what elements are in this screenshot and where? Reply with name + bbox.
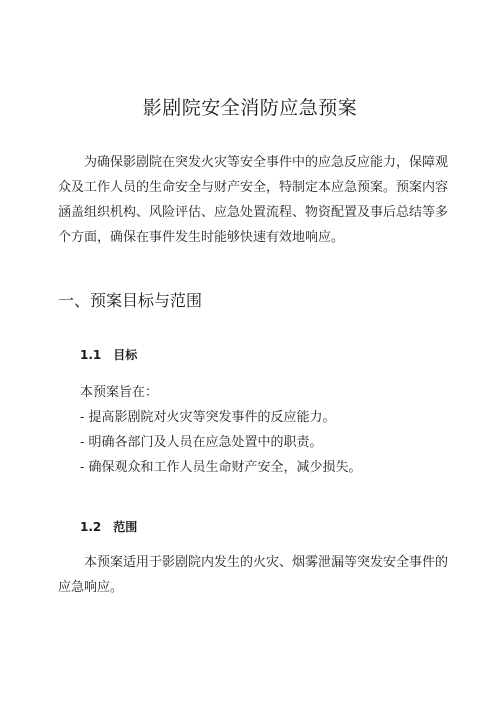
document-title: 影剧院安全消防应急预案	[142, 97, 358, 119]
subsection-heading-goal	[80, 346, 137, 363]
goal-lead: 本预案旨在：	[80, 385, 159, 400]
intro-paragraph: 为确保影剧院在突发火灾等安全事件中的应急反应能力，保障观众及工作人员的生命安全与财产安全，特制定本应急预案。预案内容涵盖组织机构、风险评估、应急处置流程、物资配置及事后总结等多个方面，确保在事件发生时能够快速有效地响应。	[58, 155, 449, 245]
list-item: - 明确各部门及人员在应急处置中的职责。	[80, 435, 323, 450]
subsection-number: 1.2	[80, 520, 102, 534]
subsection-number: 1.1	[80, 348, 102, 362]
scope-paragraph: 本预案适用于影剧院内发生的火灾、烟雾泄漏等突发安全事件的应急响应。	[58, 555, 449, 595]
subsection-title: 范围	[113, 520, 138, 534]
list-item: - 提高影剧院对火灾等突发事件的反应能力。	[80, 410, 336, 425]
subsection-title: 目标	[113, 348, 138, 362]
subsection-heading-scope	[80, 518, 137, 535]
section-heading: 一、预案目标与范围	[58, 291, 203, 310]
goal-body	[80, 380, 460, 480]
list-item: - 确保观众和工作人员生命财产安全，减少损失。	[80, 460, 362, 475]
